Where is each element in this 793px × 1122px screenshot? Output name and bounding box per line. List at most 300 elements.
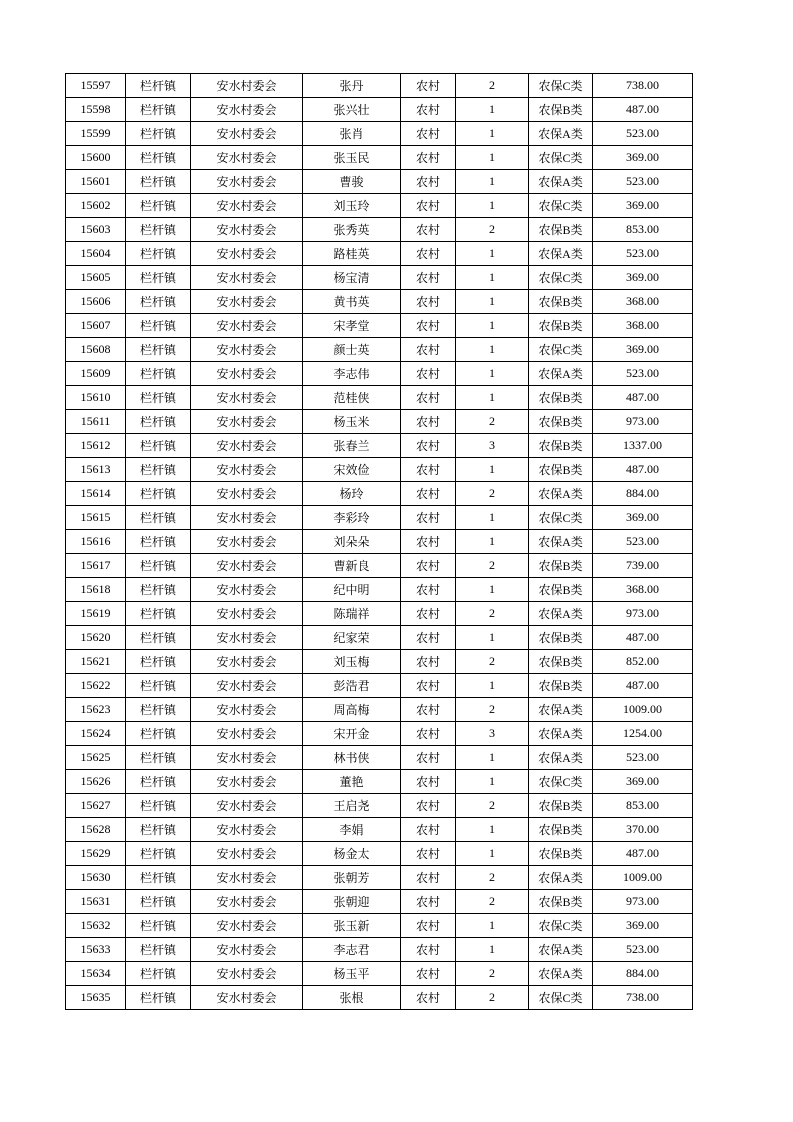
table-cell-village: 安水村委会	[191, 458, 303, 482]
table-cell-village: 安水村委会	[191, 314, 303, 338]
table-cell-village: 安水村委会	[191, 362, 303, 386]
table-cell-village: 安水村委会	[191, 266, 303, 290]
table-cell-type: 农村	[401, 266, 456, 290]
table-cell-name: 路桂英	[303, 242, 401, 266]
table-cell-amount: 369.00	[593, 914, 693, 938]
table-cell-id: 15625	[66, 746, 126, 770]
table-cell-count: 1	[456, 770, 529, 794]
table-cell-amount: 487.00	[593, 674, 693, 698]
table-row	[66, 818, 693, 842]
table-cell-name: 黄书英	[303, 290, 401, 314]
table-cell-category: 农保C类	[529, 986, 593, 1010]
table-cell-id: 15635	[66, 986, 126, 1010]
table-cell-id: 15599	[66, 122, 126, 146]
table-cell-count: 2	[456, 962, 529, 986]
table-cell-id: 15612	[66, 434, 126, 458]
table-row	[66, 506, 693, 530]
table-cell-category: 农保B类	[529, 842, 593, 866]
table-cell-town: 栏杆镇	[126, 410, 191, 434]
table-cell-category: 农保A类	[529, 170, 593, 194]
table-cell-category: 农保C类	[529, 266, 593, 290]
table-row	[66, 434, 693, 458]
table-cell-id: 15621	[66, 650, 126, 674]
table-cell-count: 1	[456, 122, 529, 146]
table-cell-town: 栏杆镇	[126, 338, 191, 362]
table-cell-village: 安水村委会	[191, 290, 303, 314]
table-row	[66, 98, 693, 122]
table-cell-town: 栏杆镇	[126, 386, 191, 410]
table-cell-count: 1	[456, 266, 529, 290]
table-cell-town: 栏杆镇	[126, 722, 191, 746]
table-row	[66, 578, 693, 602]
table-cell-count: 1	[456, 194, 529, 218]
table-cell-name: 张根	[303, 986, 401, 1010]
table-cell-amount: 1009.00	[593, 698, 693, 722]
table-cell-amount: 368.00	[593, 314, 693, 338]
table-cell-amount: 738.00	[593, 986, 693, 1010]
table-cell-count: 2	[456, 698, 529, 722]
table-cell-name: 杨金太	[303, 842, 401, 866]
table-cell-type: 农村	[401, 530, 456, 554]
table-cell-id: 15615	[66, 506, 126, 530]
table-cell-town: 栏杆镇	[126, 626, 191, 650]
table-cell-name: 张丹	[303, 74, 401, 98]
table-cell-name: 张春兰	[303, 434, 401, 458]
table-cell-count: 1	[456, 818, 529, 842]
table-cell-town: 栏杆镇	[126, 770, 191, 794]
table-cell-category: 农保C类	[529, 914, 593, 938]
table-cell-id: 15602	[66, 194, 126, 218]
table-row	[66, 290, 693, 314]
table-cell-town: 栏杆镇	[126, 218, 191, 242]
table-cell-count: 1	[456, 170, 529, 194]
table-cell-category: 农保B类	[529, 218, 593, 242]
table-cell-count: 2	[456, 218, 529, 242]
table-cell-village: 安水村委会	[191, 410, 303, 434]
table-cell-name: 张玉新	[303, 914, 401, 938]
table-cell-village: 安水村委会	[191, 74, 303, 98]
table-cell-town: 栏杆镇	[126, 170, 191, 194]
table-cell-type: 农村	[401, 794, 456, 818]
table-row	[66, 458, 693, 482]
table-cell-village: 安水村委会	[191, 530, 303, 554]
records-table	[65, 73, 693, 1010]
table-cell-amount: 884.00	[593, 482, 693, 506]
table-cell-type: 农村	[401, 122, 456, 146]
table-cell-id: 15626	[66, 770, 126, 794]
table-row	[66, 314, 693, 338]
table-cell-id: 15632	[66, 914, 126, 938]
table-row	[66, 74, 693, 98]
table-cell-amount: 973.00	[593, 890, 693, 914]
table-row	[66, 602, 693, 626]
table-cell-town: 栏杆镇	[126, 842, 191, 866]
table-cell-town: 栏杆镇	[126, 266, 191, 290]
table-cell-village: 安水村委会	[191, 650, 303, 674]
table-cell-type: 农村	[401, 434, 456, 458]
table-cell-count: 2	[456, 794, 529, 818]
table-cell-id: 15616	[66, 530, 126, 554]
table-cell-type: 农村	[401, 746, 456, 770]
table-cell-type: 农村	[401, 770, 456, 794]
table-row	[66, 338, 693, 362]
table-cell-type: 农村	[401, 650, 456, 674]
table-cell-category: 农保B类	[529, 458, 593, 482]
table-cell-count: 1	[456, 578, 529, 602]
table-row	[66, 890, 693, 914]
table-cell-category: 农保B类	[529, 890, 593, 914]
table-cell-id: 15610	[66, 386, 126, 410]
table-cell-type: 农村	[401, 602, 456, 626]
table-cell-type: 农村	[401, 74, 456, 98]
table-cell-type: 农村	[401, 818, 456, 842]
table-cell-category: 农保B类	[529, 434, 593, 458]
table-cell-town: 栏杆镇	[126, 962, 191, 986]
table-cell-amount: 884.00	[593, 962, 693, 986]
table-row	[66, 626, 693, 650]
table-cell-amount: 369.00	[593, 506, 693, 530]
table-cell-type: 农村	[401, 578, 456, 602]
table-row	[66, 698, 693, 722]
table-cell-town: 栏杆镇	[126, 914, 191, 938]
table-cell-type: 农村	[401, 482, 456, 506]
table-cell-category: 农保A类	[529, 746, 593, 770]
table-cell-town: 栏杆镇	[126, 98, 191, 122]
table-cell-village: 安水村委会	[191, 866, 303, 890]
table-cell-name: 纪家荣	[303, 626, 401, 650]
table-cell-amount: 487.00	[593, 458, 693, 482]
table-cell-id: 15634	[66, 962, 126, 986]
table-row	[66, 746, 693, 770]
table-cell-type: 农村	[401, 218, 456, 242]
table-cell-id: 15624	[66, 722, 126, 746]
table-cell-type: 农村	[401, 386, 456, 410]
table-cell-name: 杨玲	[303, 482, 401, 506]
table-cell-count: 1	[456, 506, 529, 530]
table-cell-village: 安水村委会	[191, 842, 303, 866]
table-cell-village: 安水村委会	[191, 746, 303, 770]
table-cell-category: 农保A类	[529, 698, 593, 722]
table-cell-village: 安水村委会	[191, 722, 303, 746]
table-cell-name: 刘朵朵	[303, 530, 401, 554]
table-cell-count: 1	[456, 98, 529, 122]
table-cell-town: 栏杆镇	[126, 506, 191, 530]
table-cell-type: 农村	[401, 362, 456, 386]
table-cell-id: 15623	[66, 698, 126, 722]
table-cell-amount: 487.00	[593, 626, 693, 650]
table-cell-type: 农村	[401, 338, 456, 362]
table-cell-village: 安水村委会	[191, 98, 303, 122]
table-cell-amount: 523.00	[593, 242, 693, 266]
table-cell-town: 栏杆镇	[126, 890, 191, 914]
table-cell-id: 15604	[66, 242, 126, 266]
table-cell-name: 宋效俭	[303, 458, 401, 482]
table-cell-village: 安水村委会	[191, 794, 303, 818]
table-cell-type: 农村	[401, 314, 456, 338]
table-cell-name: 陈瑞祥	[303, 602, 401, 626]
table-cell-count: 2	[456, 866, 529, 890]
table-cell-category: 农保B类	[529, 674, 593, 698]
table-cell-village: 安水村委会	[191, 938, 303, 962]
table-cell-category: 农保C类	[529, 74, 593, 98]
table-cell-id: 15633	[66, 938, 126, 962]
table-row	[66, 986, 693, 1010]
table-row	[66, 770, 693, 794]
table-cell-id: 15618	[66, 578, 126, 602]
table-cell-town: 栏杆镇	[126, 818, 191, 842]
table-cell-category: 农保C类	[529, 338, 593, 362]
table-cell-category: 农保C类	[529, 506, 593, 530]
table-cell-amount: 739.00	[593, 554, 693, 578]
table-cell-count: 2	[456, 482, 529, 506]
table-cell-town: 栏杆镇	[126, 362, 191, 386]
table-cell-amount: 852.00	[593, 650, 693, 674]
table-cell-town: 栏杆镇	[126, 290, 191, 314]
table-cell-town: 栏杆镇	[126, 938, 191, 962]
table-cell-category: 农保A类	[529, 962, 593, 986]
table-cell-id: 15630	[66, 866, 126, 890]
table-cell-name: 杨宝清	[303, 266, 401, 290]
table-cell-town: 栏杆镇	[126, 74, 191, 98]
table-cell-name: 张秀英	[303, 218, 401, 242]
table-cell-id: 15601	[66, 170, 126, 194]
table-cell-type: 农村	[401, 914, 456, 938]
table-cell-category: 农保B类	[529, 386, 593, 410]
table-cell-id: 15631	[66, 890, 126, 914]
table-cell-id: 15629	[66, 842, 126, 866]
table-cell-name: 宋孝堂	[303, 314, 401, 338]
table-cell-type: 农村	[401, 722, 456, 746]
table-cell-category: 农保A类	[529, 530, 593, 554]
table-row	[66, 410, 693, 434]
table-cell-village: 安水村委会	[191, 674, 303, 698]
table-cell-amount: 487.00	[593, 386, 693, 410]
table-cell-village: 安水村委会	[191, 818, 303, 842]
table-cell-count: 1	[456, 746, 529, 770]
table-cell-category: 农保A类	[529, 482, 593, 506]
table-cell-amount: 523.00	[593, 122, 693, 146]
table-cell-category: 农保B类	[529, 794, 593, 818]
table-cell-type: 农村	[401, 626, 456, 650]
table-cell-count: 3	[456, 722, 529, 746]
table-cell-id: 15603	[66, 218, 126, 242]
table-cell-town: 栏杆镇	[126, 194, 191, 218]
table-cell-count: 2	[456, 602, 529, 626]
table-row	[66, 482, 693, 506]
table-cell-category: 农保B类	[529, 650, 593, 674]
table-cell-amount: 487.00	[593, 842, 693, 866]
table-cell-town: 栏杆镇	[126, 698, 191, 722]
table-cell-count: 1	[456, 290, 529, 314]
table-cell-id: 15614	[66, 482, 126, 506]
table-cell-name: 颜士英	[303, 338, 401, 362]
table-cell-name: 张朝芳	[303, 866, 401, 890]
table-cell-village: 安水村委会	[191, 578, 303, 602]
table-cell-village: 安水村委会	[191, 482, 303, 506]
table-cell-town: 栏杆镇	[126, 650, 191, 674]
table-row	[66, 794, 693, 818]
table-cell-category: 农保A类	[529, 122, 593, 146]
table-row	[66, 146, 693, 170]
table-row	[66, 122, 693, 146]
table-cell-name: 周高梅	[303, 698, 401, 722]
table-cell-name: 董艳	[303, 770, 401, 794]
table-cell-type: 农村	[401, 458, 456, 482]
table-cell-count: 2	[456, 650, 529, 674]
table-cell-type: 农村	[401, 290, 456, 314]
table-cell-count: 2	[456, 986, 529, 1010]
table-cell-count: 2	[456, 554, 529, 578]
table-cell-category: 农保A类	[529, 722, 593, 746]
table-cell-town: 栏杆镇	[126, 458, 191, 482]
table-cell-village: 安水村委会	[191, 242, 303, 266]
table-cell-type: 农村	[401, 890, 456, 914]
table-cell-name: 张兴壮	[303, 98, 401, 122]
table-cell-name: 曹骏	[303, 170, 401, 194]
table-row	[66, 938, 693, 962]
table-cell-category: 农保A类	[529, 866, 593, 890]
table-cell-count: 1	[456, 314, 529, 338]
table-cell-amount: 973.00	[593, 602, 693, 626]
table-row	[66, 242, 693, 266]
table-cell-amount: 973.00	[593, 410, 693, 434]
table-cell-count: 1	[456, 530, 529, 554]
table-cell-id: 15628	[66, 818, 126, 842]
table-cell-amount: 368.00	[593, 578, 693, 602]
table-cell-name: 林书侠	[303, 746, 401, 770]
table-cell-village: 安水村委会	[191, 338, 303, 362]
table-cell-town: 栏杆镇	[126, 314, 191, 338]
table-cell-type: 农村	[401, 506, 456, 530]
table-cell-name: 杨玉平	[303, 962, 401, 986]
table-row	[66, 914, 693, 938]
table-cell-type: 农村	[401, 410, 456, 434]
table-cell-amount: 523.00	[593, 530, 693, 554]
table-cell-amount: 369.00	[593, 194, 693, 218]
table-cell-count: 1	[456, 242, 529, 266]
table-cell-type: 农村	[401, 554, 456, 578]
table-cell-count: 2	[456, 410, 529, 434]
table-cell-village: 安水村委会	[191, 890, 303, 914]
table-cell-type: 农村	[401, 842, 456, 866]
table-cell-id: 15620	[66, 626, 126, 650]
table-cell-type: 农村	[401, 98, 456, 122]
table-cell-village: 安水村委会	[191, 602, 303, 626]
table-cell-town: 栏杆镇	[126, 434, 191, 458]
table-body	[66, 74, 693, 1010]
table-cell-name: 刘玉玲	[303, 194, 401, 218]
table-cell-count: 1	[456, 674, 529, 698]
table-cell-category: 农保B类	[529, 554, 593, 578]
table-cell-amount: 853.00	[593, 218, 693, 242]
table-cell-category: 农保C类	[529, 146, 593, 170]
table-cell-town: 栏杆镇	[126, 578, 191, 602]
table-cell-id: 15619	[66, 602, 126, 626]
table-cell-count: 1	[456, 914, 529, 938]
table-cell-amount: 369.00	[593, 266, 693, 290]
table-cell-name: 李娟	[303, 818, 401, 842]
table-cell-id: 15622	[66, 674, 126, 698]
table-cell-amount: 1254.00	[593, 722, 693, 746]
table-cell-village: 安水村委会	[191, 554, 303, 578]
table-cell-town: 栏杆镇	[126, 242, 191, 266]
table-cell-amount: 1009.00	[593, 866, 693, 890]
table-cell-count: 1	[456, 458, 529, 482]
table-cell-town: 栏杆镇	[126, 794, 191, 818]
table-cell-amount: 523.00	[593, 170, 693, 194]
table-cell-count: 1	[456, 338, 529, 362]
table-cell-name: 刘玉梅	[303, 650, 401, 674]
table-cell-type: 农村	[401, 194, 456, 218]
table-row	[66, 674, 693, 698]
table-cell-amount: 523.00	[593, 746, 693, 770]
table-cell-category: 农保C类	[529, 770, 593, 794]
table-cell-category: 农保B类	[529, 578, 593, 602]
table-cell-village: 安水村委会	[191, 962, 303, 986]
table-cell-category: 农保A类	[529, 242, 593, 266]
table-row	[66, 722, 693, 746]
table-cell-category: 农保B类	[529, 314, 593, 338]
table-cell-type: 农村	[401, 146, 456, 170]
table-cell-amount: 853.00	[593, 794, 693, 818]
table-cell-count: 1	[456, 938, 529, 962]
table-cell-type: 农村	[401, 938, 456, 962]
table-row	[66, 842, 693, 866]
table-cell-village: 安水村委会	[191, 194, 303, 218]
table-cell-town: 栏杆镇	[126, 602, 191, 626]
table-cell-village: 安水村委会	[191, 122, 303, 146]
table-cell-amount: 523.00	[593, 362, 693, 386]
table-cell-town: 栏杆镇	[126, 146, 191, 170]
table-row	[66, 170, 693, 194]
table-cell-id: 15611	[66, 410, 126, 434]
table-row	[66, 650, 693, 674]
table-cell-name: 李彩玲	[303, 506, 401, 530]
table-cell-amount: 369.00	[593, 146, 693, 170]
table-cell-name: 杨玉米	[303, 410, 401, 434]
table-cell-town: 栏杆镇	[126, 674, 191, 698]
table-row	[66, 554, 693, 578]
table-row	[66, 218, 693, 242]
table-cell-name: 王启尧	[303, 794, 401, 818]
table-cell-category: 农保B类	[529, 290, 593, 314]
table-cell-amount: 369.00	[593, 338, 693, 362]
table-cell-type: 农村	[401, 986, 456, 1010]
table-cell-id: 15597	[66, 74, 126, 98]
table-cell-village: 安水村委会	[191, 386, 303, 410]
table-cell-category: 农保A类	[529, 602, 593, 626]
table-cell-category: 农保B类	[529, 818, 593, 842]
table-cell-name: 李志伟	[303, 362, 401, 386]
table-cell-village: 安水村委会	[191, 770, 303, 794]
table-row	[66, 530, 693, 554]
table-cell-count: 2	[456, 890, 529, 914]
table-cell-name: 张玉民	[303, 146, 401, 170]
table-cell-name: 范桂侠	[303, 386, 401, 410]
table-cell-count: 1	[456, 842, 529, 866]
table-cell-name: 曹新良	[303, 554, 401, 578]
table-cell-town: 栏杆镇	[126, 530, 191, 554]
table-cell-village: 安水村委会	[191, 698, 303, 722]
table-cell-count: 1	[456, 626, 529, 650]
table-cell-id: 15606	[66, 290, 126, 314]
table-cell-village: 安水村委会	[191, 986, 303, 1010]
table-cell-village: 安水村委会	[191, 146, 303, 170]
table-cell-amount: 370.00	[593, 818, 693, 842]
table-row	[66, 266, 693, 290]
table-cell-town: 栏杆镇	[126, 482, 191, 506]
table-cell-town: 栏杆镇	[126, 986, 191, 1010]
